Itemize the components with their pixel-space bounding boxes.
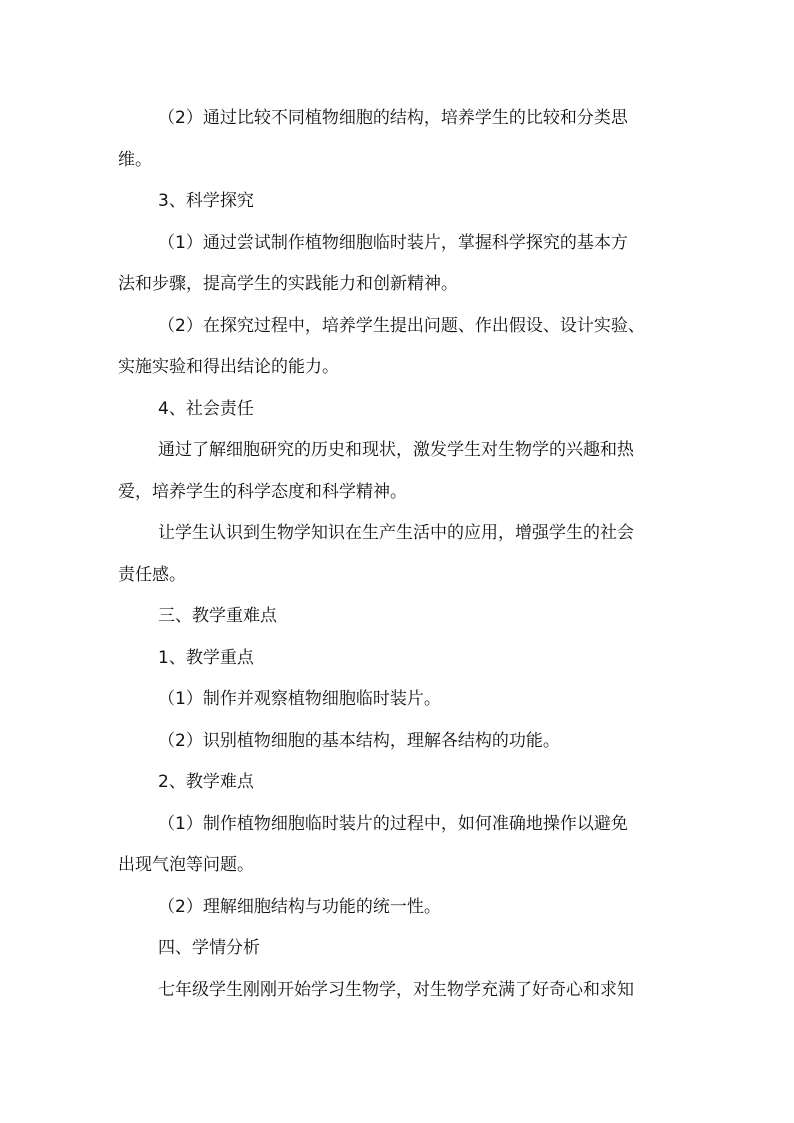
heading-text: 1、教学重点 [158, 647, 254, 668]
paragraph-compare-structures [118, 98, 680, 181]
paragraph-biology-application [118, 513, 680, 596]
section-heading-key-difficult-points [118, 596, 680, 638]
paragraph-difficulty-item-2 [118, 887, 680, 929]
section-heading-student-analysis [118, 928, 680, 970]
text-line: 法和步骤，提高学生的实践能力和创新精神。 [118, 274, 458, 294]
paragraph-focus-item-1 [118, 679, 680, 721]
text-line: （2）在探究过程中，培养学生提出问题、作出假设、设计实验、 [158, 315, 645, 336]
text-line: （1）制作植物细胞临时装片的过程中，如何准确地操作以避免 [158, 813, 628, 834]
text-line: 出现气泡等问题。 [118, 855, 254, 875]
heading-text: 3、科学探究 [158, 191, 254, 211]
text-line: 让学生认识到生物学知识在生产生活中的应用，增强学生的社会 [158, 523, 634, 543]
text-line: （2）通过比较不同植物细胞的结构，培养学生的比较和分类思 [158, 108, 628, 128]
heading-text: 2、教学难点 [158, 772, 254, 792]
subheading-teaching-focus [118, 638, 680, 680]
text-line: 爱，培养学生的科学态度和科学精神。 [118, 481, 407, 502]
text-line: （2）识别植物细胞的基本结构，理解各结构的功能。 [158, 730, 560, 751]
section-heading-science-inquiry [118, 181, 680, 223]
section-heading-social-responsibility [118, 389, 680, 431]
subheading-teaching-difficulty [118, 762, 680, 804]
document-body [118, 98, 680, 1011]
text-line: （1）制作并观察植物细胞临时装片。 [158, 689, 441, 709]
text-line: 责任感。 [118, 564, 186, 585]
text-line: 维。 [118, 149, 152, 170]
paragraph-focus-item-2 [118, 721, 680, 763]
text-line: 七年级学生刚刚开始学习生物学，对生物学充满了好奇心和求知 [158, 979, 634, 1000]
text-line: 通过了解细胞研究的历史和现状，激发学生对生物学的兴趣和热 [158, 440, 634, 460]
paragraph-temporary-slide [118, 223, 680, 306]
heading-text: 4、社会责任 [158, 398, 254, 419]
paragraph-student-analysis [118, 970, 680, 1012]
text-line: 实施实验和得出结论的能力。 [118, 357, 339, 377]
paragraph-difficulty-item-1 [118, 804, 680, 887]
paragraph-inquiry-process [118, 306, 680, 389]
text-line: （1）通过尝试制作植物细胞临时装片，掌握科学探究的基本方 [158, 232, 628, 253]
heading-text: 四、学情分析 [158, 938, 260, 958]
paragraph-cell-research-history [118, 430, 680, 513]
heading-text: 三、教学重难点 [158, 606, 277, 626]
text-line: （2）理解细胞结构与功能的统一性。 [158, 896, 441, 917]
